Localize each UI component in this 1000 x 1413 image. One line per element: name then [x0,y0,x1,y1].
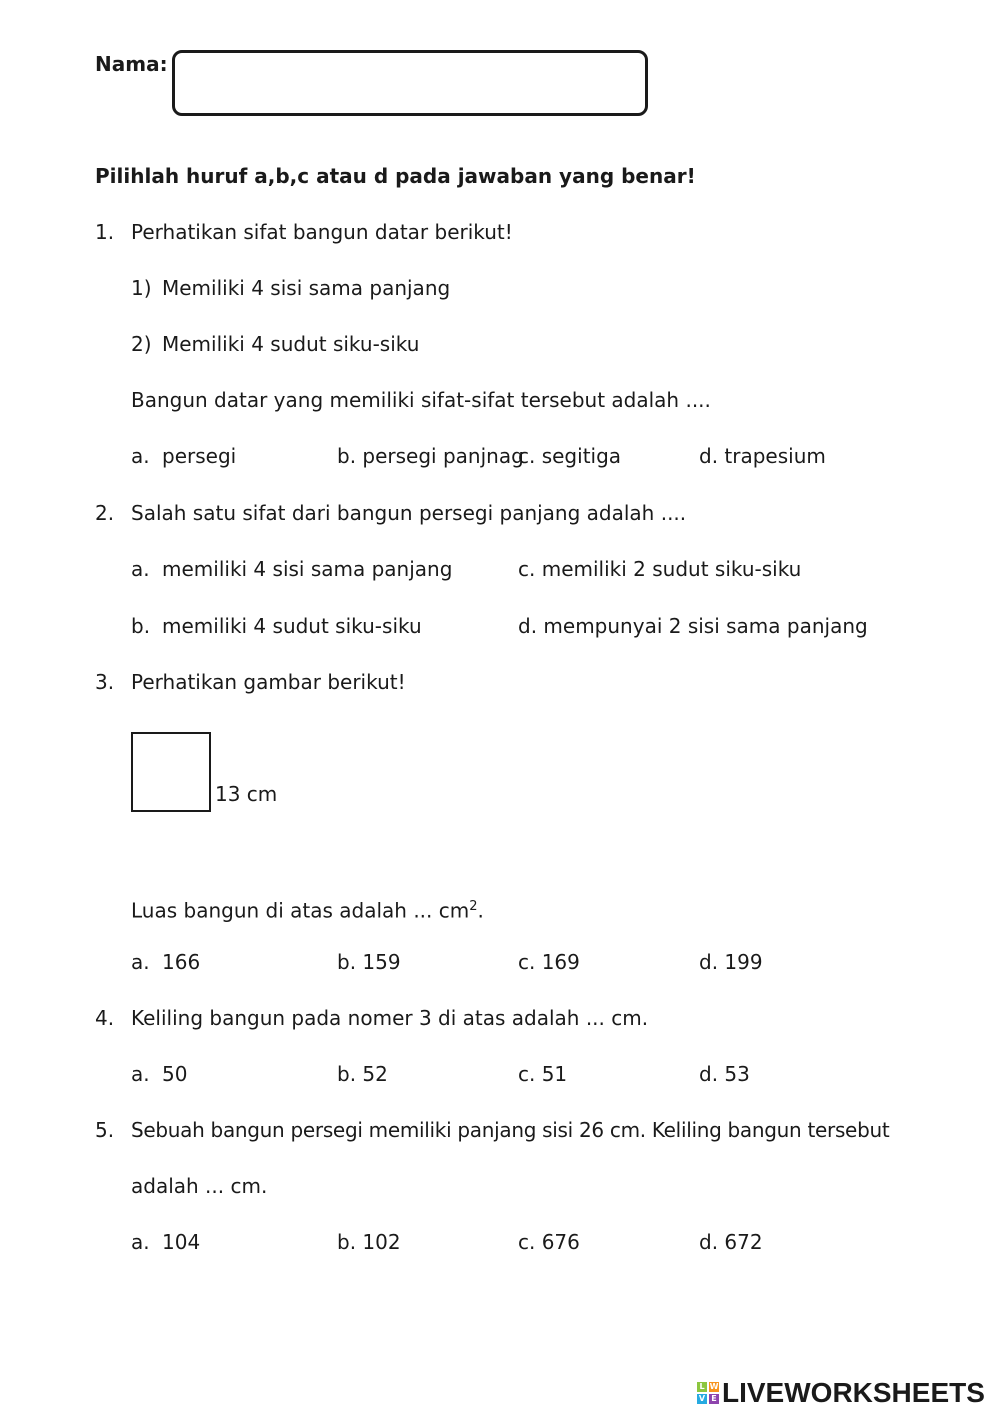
q4-option-d[interactable]: d. 53 [699,1062,750,1086]
q4-option-c[interactable]: c. 51 [518,1062,568,1086]
q2-option-a[interactable]: memiliki 4 sisi sama panjang [162,557,453,581]
logo-text: LIVEWORKSHEETS [722,1377,985,1408]
q5-text-line1: Sebuah bangun persegi memiliki panjang sisi 26 cm. Keliling bangun tersebut [131,1118,890,1142]
q5-text-line2: adalah ... cm. [131,1174,268,1198]
q2-option-b-letter[interactable]: b. [131,614,151,638]
q5-option-a-letter[interactable]: a. [131,1230,150,1254]
q2-number: 2. [95,501,115,525]
logo-icon-cell: V [698,1394,706,1403]
q1-item-2-number: 2) [131,332,152,356]
q5-option-d[interactable]: d. 672 [699,1230,763,1254]
q3-question-end: . [477,898,484,923]
q1-option-a-letter[interactable]: a. [131,444,150,468]
q2-option-b[interactable]: memiliki 4 sudut siku-siku [162,614,422,638]
q3-question [131,895,484,923]
q1-question: Bangun datar yang memiliki sifat-sifat tersebut adalah .... [131,388,711,412]
q3-option-d[interactable]: d. 199 [699,950,763,974]
name-label: Nama: [95,52,168,76]
q3-number: 3. [95,670,115,694]
q1-option-a[interactable]: persegi [162,444,237,468]
q1-text: Perhatikan sifat bangun datar berikut! [131,220,513,244]
q3-question-sup: 2 [469,899,478,914]
q2-option-c[interactable]: c. memiliki 2 sudut siku-siku [518,557,802,581]
logo-icon-cell: E [709,1394,719,1404]
q1-option-c[interactable]: c. segitiga [518,444,622,468]
q5-option-b[interactable]: b. 102 [337,1230,401,1254]
q4-number: 4. [95,1006,115,1030]
q3-option-a-letter[interactable]: a. [131,950,150,974]
q3-option-b[interactable]: b. 159 [337,950,401,974]
q4-option-a[interactable]: 50 [162,1062,188,1086]
logo-icon-cell: W [709,1382,719,1391]
q1-item-1-text: Memiliki 4 sisi sama panjang [162,276,451,300]
q1-item-1-number: 1) [131,276,152,300]
q2-text: Salah satu sifat dari bangun persegi panjang adalah .... [131,501,687,525]
q1-number: 1. [95,220,115,244]
q3-option-c[interactable]: c. 169 [518,950,580,974]
instruction: Pilihlah huruf a,b,c atau d pada jawaban yang benar! [95,164,696,188]
liveworksheets-logo [697,1378,985,1408]
q1-item-2-text: Memiliki 4 sudut siku-siku [162,332,420,356]
q4-text: Keliling bangun pada nomer 3 di atas adalah ... cm. [131,1006,649,1030]
q4-option-b[interactable]: b. 52 [337,1062,388,1086]
q5-option-a[interactable]: 104 [162,1230,201,1254]
name-input[interactable] [172,50,648,116]
q1-option-d[interactable]: d. trapesium [699,444,826,468]
q3-text: Perhatikan gambar berikut! [131,670,406,694]
q3-question-main: Luas bangun di atas adalah ... cm [131,898,470,923]
q5-option-c[interactable]: c. 676 [518,1230,580,1254]
q2-option-d[interactable]: d. mempunyai 2 sisi sama panjang [518,614,868,638]
square-side-label: 13 cm [215,782,278,806]
square-figure [131,732,211,812]
q3-option-a[interactable]: 166 [162,950,201,974]
q5-number: 5. [95,1118,115,1142]
logo-icon-cell: L [697,1382,707,1392]
logo-icon [697,1382,719,1404]
q2-option-a-letter[interactable]: a. [131,557,150,581]
q4-option-a-letter[interactable]: a. [131,1062,150,1086]
q1-option-b[interactable]: b. persegi panjnag [337,444,524,468]
